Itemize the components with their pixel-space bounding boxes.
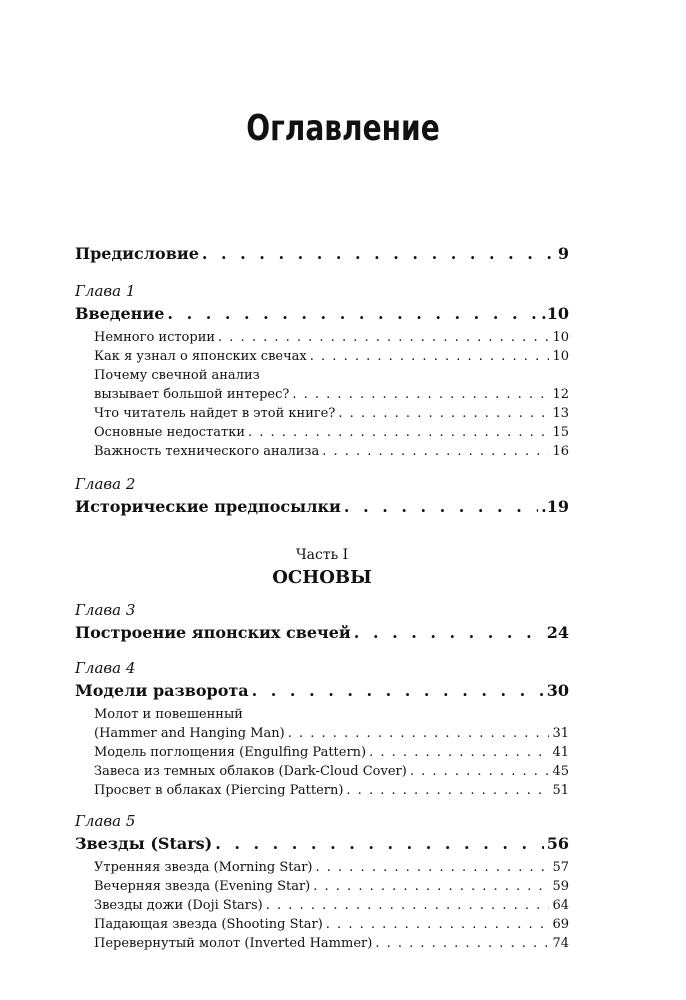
entry-title: Построение японских свечей [75, 623, 351, 642]
subentry-title: вызывает большой интерес? [94, 387, 290, 402]
part-label: Часть I [295, 547, 349, 563]
page-number: 10 [552, 349, 569, 364]
page-number: 45 [552, 764, 569, 779]
dot-leader [338, 406, 549, 421]
dot-leader [410, 764, 550, 779]
toc-subentry[interactable] [75, 783, 569, 802]
dot-leader [218, 330, 549, 345]
entry-title: Исторические предпосылки [75, 497, 341, 516]
page-number: 51 [552, 783, 569, 798]
dot-leader [313, 879, 549, 894]
entry-title: Звезды (Stars) [75, 834, 213, 853]
part-title: ОСНОВЫ [272, 567, 372, 588]
dot-leader [292, 387, 549, 402]
dot-leader [346, 783, 549, 798]
page-number: 9 [557, 244, 569, 263]
subentry-title: Падающая звезда (Shooting Star) [94, 917, 323, 932]
toc-subentry[interactable] [75, 387, 569, 406]
dot-leader [316, 860, 550, 875]
page-number: 10 [552, 330, 569, 345]
subentry-title-line: Почему свечной анализ [94, 368, 260, 383]
dot-leader [202, 244, 555, 263]
toc-subentry[interactable] [75, 406, 569, 425]
dot-leader [167, 304, 538, 323]
entry-title: Введение [75, 304, 165, 323]
page-number: 57 [552, 860, 569, 875]
dot-leader [326, 917, 550, 932]
page-number: 12 [552, 387, 569, 402]
chapter-label: Глава 2 [75, 475, 136, 493]
chapter-label: Глава 4 [75, 659, 136, 677]
dot-leader [322, 444, 549, 459]
toc-subentry[interactable] [75, 425, 569, 444]
page-number: 41 [552, 745, 569, 760]
toc-subentry[interactable] [75, 936, 569, 955]
page-number: 15 [552, 425, 569, 440]
page-number: .19 [541, 497, 569, 516]
toc-entry-chapter-1[interactable] [75, 304, 569, 330]
toc-entry-preface[interactable] [75, 244, 569, 270]
toc-entry-chapter-3[interactable] [75, 623, 569, 649]
toc-subentry[interactable] [75, 860, 569, 879]
subentry-title: Перевернутый молот (Inverted Hammer) [94, 936, 373, 951]
subentry-title: Просвет в облаках (Piercing Pattern) [94, 783, 344, 798]
subentry-title: Важность технического анализа [94, 444, 320, 459]
page-number: 24 [546, 623, 569, 642]
dot-leader [215, 834, 544, 853]
dot-leader [354, 623, 544, 642]
subentry-title-line: Молот и повешенный [94, 707, 243, 722]
dot-leader [266, 898, 550, 913]
toc-subentry[interactable] [75, 330, 569, 349]
page-number: 64 [552, 898, 569, 913]
toc-subentry[interactable] [75, 917, 569, 936]
dot-leader [310, 349, 550, 364]
page-number: 30 [546, 681, 569, 700]
dot-leader [375, 936, 549, 951]
chapter-label: Глава 5 [75, 812, 136, 830]
subentry-title: Утренняя звезда (Morning Star) [94, 860, 313, 875]
chapter-label: Глава 1 [75, 282, 136, 300]
subentry-title: Завеса из темных облаков (Dark-Cloud Cover) [94, 764, 407, 779]
subentry-title: Вечерняя звезда (Evening Star) [94, 879, 311, 894]
page-number: .10 [541, 304, 569, 323]
toc-entry-chapter-2[interactable] [75, 497, 569, 523]
subentry-title: Что читатель найдет в этой книге? [94, 406, 336, 421]
toc-subentry[interactable] [75, 879, 569, 898]
toc-subentry[interactable] [75, 349, 569, 368]
toc-subentry[interactable] [75, 444, 569, 463]
dot-leader [344, 497, 538, 516]
page-number: 31 [552, 726, 569, 741]
dot-leader [252, 681, 544, 700]
page-number: 16 [552, 444, 569, 459]
entry-title: Модели разворота [75, 681, 249, 700]
toc-subentry[interactable] [75, 764, 569, 783]
subentry-title: Основные недостатки [94, 425, 245, 440]
subentry-title: Звезды дожи (Doji Stars) [94, 898, 263, 913]
chapter-label: Глава 3 [75, 601, 136, 619]
page-title: Оглавление [246, 108, 440, 149]
page-number: 69 [552, 917, 569, 932]
subentry-title: Как я узнал о японских свечах [94, 349, 307, 364]
toc-subentry[interactable] [75, 745, 569, 764]
dot-leader [248, 425, 549, 440]
toc-subentry[interactable] [75, 726, 569, 745]
page-number: 56 [546, 834, 569, 853]
dot-leader [369, 745, 549, 760]
dot-leader [288, 726, 550, 741]
entry-title: Предисловие [75, 244, 199, 263]
toc-entry-chapter-4[interactable] [75, 681, 569, 707]
subentry-title: Немного истории [94, 330, 216, 345]
table-of-contents [75, 244, 569, 955]
page-number: 59 [552, 879, 569, 894]
page-number: 13 [552, 406, 569, 421]
subentry-title: Модель поглощения (Engulfing Pattern) [94, 745, 367, 760]
subentry-title: (Hammer and Hanging Man) [94, 726, 285, 741]
toc-entry-chapter-5[interactable] [75, 834, 569, 860]
toc-subentry[interactable] [75, 898, 569, 917]
page-number: 74 [552, 936, 569, 951]
